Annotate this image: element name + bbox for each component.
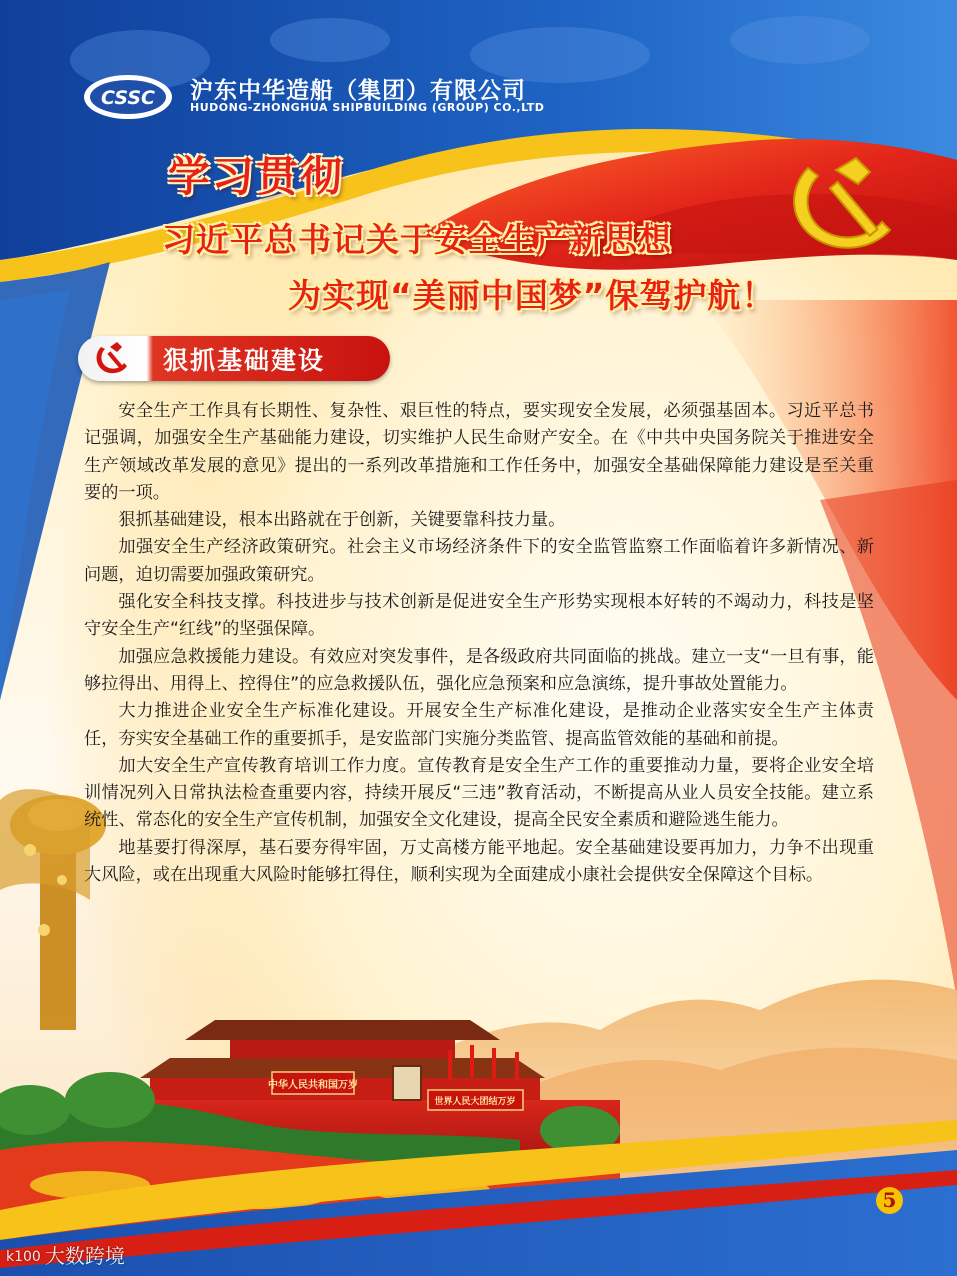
paragraph: 地基要打得深厚，基石要夯得牢固，万丈高楼方能平地起。安全基础建设要再加力，力争不出现重大风险，或在出现重大风险时能够扛得住，顺利实现为全面建成小康社会提供安全保障这个目标。 [84,837,874,886]
article-body [84,398,874,889]
cssc-logo [82,72,174,122]
title-line-1: 学习贯彻 [168,152,345,201]
paragraph: 狠抓基础建设，根本出路就在于创新，关键要靠科技力量。 [118,510,566,531]
paragraph: 大力推进企业安全生产标准化建设。开展安全生产标准化建设，是推动企业落实安全生产主体责任，夯实安全基础工作的重要抓手，是安监部门实施分类监管、提高监管效能的基础和前提。 [84,701,874,749]
watermark-icon: k100 [6,1249,41,1265]
company-name-cn: 沪东中华造船（集团）有限公司 [190,78,526,104]
paragraph: 加强安全生产经济政策研究。社会主义市场经济条件下的安全监管监察工作面临着许多新情况、新问题，迫切需要加强政策研究。 [84,537,874,585]
company-name-en: HUDONG-ZHONGHUA SHIPBUILDING (GROUP) CO.,LTD [190,101,545,114]
paragraph: 加强应急救援能力建设。有效应对突发事件，是各级政府共同面临的挑战。建立一支“一旦有事，能够拉得出、用得上、控得住”的应急救援队伍，强化应急预案和应急演练，提升事故处置能力。 [84,646,874,694]
title-line-2: 习近平总书记关于安全生产新思想 [162,220,672,259]
title-line-3: 为实现“美丽中国梦”保驾护航！ [288,276,776,315]
hammer-sickle-icon [778,148,908,258]
logo-text: CSSC [101,87,155,109]
page-number: 5 [876,1187,903,1214]
gate-banner-left: 中华人民共和国万岁 [268,1080,358,1091]
paragraph: 强化安全科技支撑。科技进步与技术创新是促进安全生产形势实现根本好转的不竭动力，科技是坚守安全生产“红线”的坚强保障。 [84,592,874,640]
paragraph: 加大安全生产宣传教育培训工作力度。宣传教育是安全生产工作的重要推动力量，要将企业安全培训情况列入日常执法检查重要内容，持续开展反“三违”教育活动，不断提高从业人员安全技能。建立系统性、常态化的安全生产宣传机制，加强安全文化建设，提高全民安全素质和避险逃生能力。 [84,755,874,831]
gate-banner-right: 世界人民大团结万岁 [434,1097,516,1107]
watermark [6,1240,125,1269]
section-title: 狠抓基础建设 [163,346,326,375]
paragraph: 安全生产工作具有长期性、复杂性、艰巨性的特点，要实现安全发展，必须强基固本。习近平总书记强调，加强安全生产基础能力建设，切实维护人民生命财产安全。在《中共中央国务院关于推进安全生产领域改革发展的意见》提出的一系列改革措施和工作任务中，加强安全基础保障能力建设是至关重要的一项。 [84,401,874,503]
party-emblem-icon [92,339,132,377]
watermark-text: 大数跨境 [44,1244,125,1268]
